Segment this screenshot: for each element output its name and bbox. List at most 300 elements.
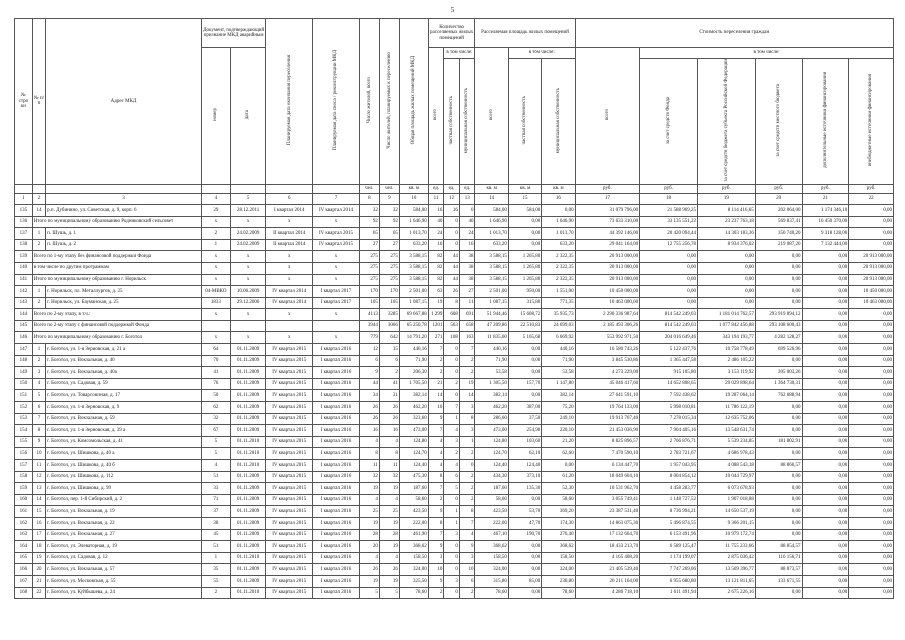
table-cell: IV квартал 2015 [266, 460, 313, 472]
table-cell: 8 736 994,21 [640, 506, 698, 518]
column-number-cell: 16 [542, 193, 575, 204]
table-cell: 4 [379, 436, 399, 448]
table-cell: 1 364 730,31 [755, 378, 802, 390]
table-cell: 1 [201, 552, 230, 564]
table-cell: 7 [444, 402, 460, 414]
table-cell: 5 [201, 436, 230, 448]
table-cell: 0,00 [849, 378, 894, 390]
table-cell: 1201 [428, 320, 444, 332]
table-cell: 0,00 [802, 309, 849, 321]
table-cell: 6 [32, 402, 45, 414]
table-cell: 4 [444, 460, 460, 472]
table-cell: 168 [15, 587, 33, 599]
table-cell: 82 [428, 251, 444, 263]
table-cell: 158,50 [399, 552, 428, 564]
table-cell: 0 [444, 228, 460, 240]
table-cell: 915 105,80 [640, 367, 698, 379]
table-cell: 187,60 [475, 483, 508, 495]
table-cell: 5 [359, 587, 379, 599]
unit-cell: чел. [359, 184, 379, 193]
table-cell: 324,00 [399, 564, 428, 576]
table-cell: x [201, 309, 230, 321]
table-cell: 33 135 551,22 [640, 216, 698, 228]
table-row [15, 344, 894, 356]
table-cell: 14 [32, 204, 45, 216]
table-cell: 88 873,57 [755, 564, 802, 576]
table-cell: 19 [379, 541, 399, 553]
table-cell: 29 029 898,64 [697, 378, 755, 390]
table-cell: 53,70 [508, 506, 541, 518]
table-cell: 0,00 [802, 332, 849, 344]
table-cell: 24.02.2009 [230, 239, 266, 251]
table-cell: x [266, 332, 313, 344]
table-cell: 2 [459, 367, 475, 379]
table-cell: I квартал 2016 [313, 413, 360, 425]
table-cell: IV квартал 2015 [266, 448, 313, 460]
table-cell: 0,00 [755, 425, 802, 437]
table-cell: 0,00 [508, 344, 541, 356]
header-area-total: всего [475, 48, 508, 185]
column-number-cell: 4 [201, 193, 230, 204]
table-cell: 44 [444, 274, 460, 286]
table-cell: 18 049 604,10 [575, 471, 640, 483]
table-cell: IV квартал 2015 [266, 506, 313, 518]
table-cell: 11 786 122,19 [697, 402, 755, 414]
table-cell: 47,70 [508, 517, 541, 529]
table-row [15, 204, 894, 216]
table-cell: 01.11.2009 [230, 355, 266, 367]
table-cell: 0,00 [849, 228, 894, 240]
row-number: 146 [15, 332, 33, 344]
table-cell: 67 [201, 425, 230, 437]
table-cell: x [230, 274, 266, 286]
table-cell: 0,00 [697, 297, 755, 309]
header-cost-needed: внебюджетные источники финансирования [849, 59, 894, 185]
table-cell: 1 [32, 344, 45, 356]
table-cell: 0,00 [508, 564, 541, 576]
summary-label: Всего по 2-му этапу с финансовой поддержкой Фонда [32, 320, 201, 332]
unit-cell [46, 184, 202, 193]
table-cell: 0,00 [755, 262, 802, 274]
table-cell: 143 [15, 297, 33, 309]
table-cell: 276,40 [542, 529, 575, 541]
column-number-cell: 9 [379, 193, 399, 204]
table-cell: 3 588,15 [475, 251, 508, 263]
table-cell: 0 [444, 587, 460, 599]
header-rooms-private: частная собственность [444, 59, 460, 185]
table-cell: п. Шушь, д. 1 [46, 228, 202, 240]
table-cell: 0,00 [508, 355, 541, 367]
table-cell: 40 [459, 216, 475, 228]
summary-label: Итого по муниципальному образованию г. Боготол [32, 332, 201, 344]
table-cell: 0,00 [755, 506, 802, 518]
table-cell: 162 [15, 517, 33, 529]
unit-cell: ед. [428, 184, 444, 193]
table-cell: 2 290 336 987,64 [575, 309, 640, 321]
table-cell: 3 588,15 [475, 274, 508, 286]
table-cell: IV квартал 2015 [266, 344, 313, 356]
table-cell [230, 320, 266, 332]
table-cell: 164 [15, 541, 33, 553]
table-cell: 58,60 [475, 494, 508, 506]
table-cell: 1 705,50 [399, 378, 428, 390]
table-cell: 0,00 [802, 541, 849, 553]
table-cell: 20 913 000,00 [575, 262, 640, 274]
table-cell: 11 [359, 460, 379, 472]
table-cell: 1 646,90 [399, 216, 428, 228]
table-cell: x [313, 309, 360, 321]
table-cell: 219 087,20 [755, 239, 802, 251]
table-cell: 1 265,80 [508, 251, 541, 263]
table-cell: 4 282 128,27 [755, 332, 802, 344]
table-cell: 154 [15, 425, 33, 437]
table-cell: 5 539 234,85 [697, 436, 755, 448]
column-number-cell: 2 [32, 193, 45, 204]
table-cell: 553 992 971,50 [575, 332, 640, 344]
table-cell: 44 392 146,00 [575, 228, 640, 240]
table-cell: 16 [379, 425, 399, 437]
table-cell: 0,00 [640, 274, 698, 286]
table-cell: г. Боготол, ул. 1-я Зерновская, д. 39 а [46, 425, 202, 437]
unit-cell: ед. [459, 184, 475, 193]
row-number: 145 [15, 320, 33, 332]
resettlement-table [14, 18, 894, 599]
table-cell: 16 [359, 425, 379, 437]
table-cell: 0,00 [508, 494, 541, 506]
table-cell: 1 365 447,58 [640, 355, 698, 367]
table-cell: 88 860,57 [755, 460, 802, 472]
table-cell: 814 542 249,03 [640, 320, 698, 332]
table-cell: 2 [428, 587, 444, 599]
table-cell: 26 [359, 564, 379, 576]
table-cell: 24 [428, 228, 444, 240]
table-cell: 76 [201, 378, 230, 390]
table-cell: I квартал 2016 [313, 494, 360, 506]
table-cell: I квартал 2016 [313, 529, 360, 541]
table-cell: 21 453 036,90 [575, 425, 640, 437]
table-cell: 3 [459, 402, 475, 414]
row-number: 136 [15, 216, 33, 228]
table-cell: 10 463 000,00 [575, 297, 640, 309]
table-cell: I квартал 2016 [313, 506, 360, 518]
table-cell: 0,00 [849, 448, 894, 460]
table-cell: 152 [15, 402, 33, 414]
table-cell: 3 [32, 367, 45, 379]
table-cell: 7 904 405,16 [640, 425, 698, 437]
table-cell: 40 [428, 216, 444, 228]
table-cell: 2 [32, 297, 45, 309]
table-cell: 440,16 [542, 344, 575, 356]
table-cell: 275 [379, 262, 399, 274]
table-cell: 01.11.2009 [230, 517, 266, 529]
table-cell: 0,00 [849, 517, 894, 529]
table-cell: 2 [379, 367, 399, 379]
table-row [15, 402, 894, 414]
table-cell: 15 [379, 344, 399, 356]
table-cell: 0,00 [849, 239, 894, 251]
table-cell: 21 [428, 378, 444, 390]
table-cell: IV квартал 2015 [266, 494, 313, 506]
header-cost-local: за счет средств местного бюджета [755, 59, 802, 185]
table-cell: 373,10 [508, 471, 541, 483]
header-cost-total: всего [575, 48, 640, 185]
table-cell: 15 608,72 [508, 309, 541, 321]
table-cell: 147 [15, 344, 33, 356]
summary-label: в том числе по другим программам [32, 262, 201, 274]
table-cell: 32 [379, 204, 399, 216]
table-cell: 8 114 416,65 [697, 204, 755, 216]
row-number: 141 [15, 274, 33, 286]
table-cell: IV квартал 2015 [266, 564, 313, 576]
table-cell: 25 [379, 506, 399, 518]
table-cell: 9 [428, 506, 444, 518]
table-cell: I квартал 2017 [313, 297, 360, 309]
table-cell: IV квартал 2014 [266, 286, 313, 298]
table-cell: 52,30 [542, 483, 575, 495]
table-cell: 6 [459, 575, 475, 587]
table-cell: 137 [15, 228, 33, 240]
table-cell: 584,00 [399, 204, 428, 216]
table-cell: 71,90 [542, 355, 575, 367]
table-cell: 8 [32, 425, 45, 437]
table-cell: 1 148 727,52 [640, 494, 698, 506]
table-cell: 12 755 256,78 [640, 239, 698, 251]
table-cell: 157 [15, 460, 33, 472]
summary-label: Всего по 1-му этапу без финансовой поддержки Фонда [32, 251, 201, 263]
table-cell: г. Боготол, ул. Вокзальная, д. 40а [46, 367, 202, 379]
table-cell: 271 [428, 332, 444, 344]
table-cell: 0,00 [802, 529, 849, 541]
table-cell: 473,00 [399, 425, 428, 437]
table-cell: 170 [379, 286, 399, 298]
table-cell: 2 [428, 494, 444, 506]
table-row [15, 564, 894, 576]
table-cell: 350 740,20 [755, 228, 802, 240]
table-cell: 387,00 [508, 402, 541, 414]
table-cell: 2 [32, 355, 45, 367]
table-cell: 37,50 [508, 413, 541, 425]
table-cell: 0,00 [755, 448, 802, 460]
table-cell: x [313, 262, 360, 274]
table-cell: 202 064,00 [755, 204, 802, 216]
table-cell: x [201, 332, 230, 344]
table-cell: 440,16 [399, 344, 428, 356]
table-cell: 159 [15, 483, 33, 495]
table-cell: п. Шушь, д. 2 [46, 239, 202, 251]
table-cell: 55 [201, 575, 230, 587]
table-cell: 462,20 [399, 402, 428, 414]
table-row [15, 297, 894, 309]
table-cell: 5 998 010,81 [640, 402, 698, 414]
table-cell: 9 [459, 541, 475, 553]
table-cell: 4 [379, 494, 399, 506]
table-cell: IV квартал 2015 [266, 390, 313, 402]
page-number: 5 [450, 6, 455, 14]
table-cell: 01.11.2009 [230, 378, 266, 390]
table-row [15, 239, 894, 251]
table-cell: 7 [459, 517, 475, 529]
header-cost-group: Стоимость переселения граждан [575, 19, 893, 48]
table-cell: 38 [459, 274, 475, 286]
table-cell: 0,00 [640, 251, 698, 263]
table-cell: 462,20 [475, 402, 508, 414]
table-cell: 1 [32, 228, 45, 240]
header-rooms-including: в том числе: [444, 48, 475, 59]
table-cell: 11 [379, 460, 399, 472]
table-cell: 163 [459, 332, 475, 344]
table-cell: 4 [359, 436, 379, 448]
table-cell: 1 147,80 [542, 378, 575, 390]
table-cell: 26 [379, 413, 399, 425]
table-cell: 0 [444, 494, 460, 506]
table-cell: 642 [379, 332, 399, 344]
header-residents-registered: Число жителей, планируемых к переселению [379, 19, 399, 185]
table-cell: 51 944,46 [475, 309, 508, 321]
table-cell: г. Боготол, ул. Вокзальная, д. 19 [46, 506, 202, 518]
table-row [15, 471, 894, 483]
table-cell: 0,00 [508, 587, 541, 599]
table-cell: 13 [32, 483, 45, 495]
table-cell: 222,00 [475, 517, 508, 529]
table-cell: 16 [428, 204, 444, 216]
table-cell: 0,00 [849, 344, 894, 356]
table-row [15, 228, 894, 240]
table-cell: 7 [428, 529, 444, 541]
table-cell: 0,00 [640, 262, 698, 274]
table-cell: 20 913 000,00 [849, 251, 894, 263]
table-cell: 6 955 680,80 [640, 575, 698, 587]
table-cell: 105 [379, 297, 399, 309]
table-cell: I квартал 2016 [313, 517, 360, 529]
table-cell: 315,80 [475, 575, 508, 587]
table-cell: 1 181 014 762,57 [697, 309, 755, 321]
table-cell: 633,20 [399, 239, 428, 251]
table-cell: I квартал 2016 [313, 471, 360, 483]
summary-row [15, 216, 894, 228]
table-cell: 4 273 229,00 [575, 367, 640, 379]
table-cell: 35 935,73 [542, 309, 575, 321]
table-cell: 434,30 [475, 471, 508, 483]
table-cell: 44 [444, 262, 460, 274]
table-cell: 124,40 [508, 460, 541, 472]
table-cell: IV квартал 2015 [266, 355, 313, 367]
table-cell: 01.11.2010 [230, 460, 266, 472]
table-cell: 0,00 [802, 575, 849, 587]
table-cell: 12 [359, 344, 379, 356]
table-cell: 569 837,41 [755, 216, 802, 228]
column-number-cell: 13 [459, 193, 475, 204]
table-cell: 1 174 346,10 [802, 204, 849, 216]
table-cell: 0 [444, 355, 460, 367]
table-cell: 92 [379, 216, 399, 228]
table-cell: 324,00 [542, 564, 575, 576]
header-no: № стро ки [15, 19, 33, 185]
table-cell: 138 [15, 239, 33, 251]
table-cell: 69 667,88 [399, 309, 428, 321]
table-cell: 16 580 743,26 [575, 344, 640, 356]
table-cell: 0,00 [849, 425, 894, 437]
table-cell: 4 [359, 552, 379, 564]
table-cell: 0,00 [802, 494, 849, 506]
table-cell: 58,60 [399, 494, 428, 506]
table-cell: 2 [444, 378, 460, 390]
table-cell: 2 322,35 [542, 251, 575, 263]
table-cell: 65 250,78 [399, 320, 428, 332]
table-cell: 2 322,35 [542, 262, 575, 274]
header-cost-including: в том числе: [640, 48, 894, 59]
table-cell: 12 635 752,06 [697, 413, 755, 425]
table-cell: 771,35 [542, 297, 575, 309]
table-cell: г. Боготол, ул. 1-я Зерновская, д. 9 [46, 402, 202, 414]
table-cell: 0 [444, 344, 460, 356]
table-cell: I квартал 2016 [313, 355, 360, 367]
table-cell: 0,00 [849, 483, 894, 495]
table-cell: 0,00 [802, 402, 849, 414]
table-cell: 3 588,15 [399, 262, 428, 274]
table-cell: 467,10 [475, 529, 508, 541]
table-cell: 7 470 590,10 [575, 448, 640, 460]
table-cell: 25 [359, 506, 379, 518]
table-cell: 1 907 018,88 [697, 494, 755, 506]
table-cell: 475,30 [399, 471, 428, 483]
table-cell: 85,00 [508, 575, 541, 587]
table-row [15, 436, 894, 448]
table-cell: 0 [444, 239, 460, 251]
table-cell: x [266, 262, 313, 274]
column-number-cell: 8 [359, 193, 379, 204]
table-cell: 2 185 493 306,26 [575, 320, 640, 332]
table-cell: I квартал 2016 [313, 436, 360, 448]
table-cell: 0,00 [849, 575, 894, 587]
table-cell: 19 [359, 483, 379, 495]
table-cell: 50 [201, 390, 230, 402]
table-cell: IV квартал 2015 [266, 436, 313, 448]
table-cell: IV квартал 2015 [266, 575, 313, 587]
table-cell: 0,00 [697, 274, 755, 286]
table-cell: 20 [32, 564, 45, 576]
table-cell: IV квартал 2015 [266, 402, 313, 414]
table-cell: 1 [444, 506, 460, 518]
table-cell: 0,00 [697, 286, 755, 298]
table-cell: 32 [379, 471, 399, 483]
table-cell: 0,00 [802, 587, 849, 599]
header-rooms-municipal: муниципальная собственность [459, 59, 475, 185]
table-cell: 27 641 591,10 [575, 390, 640, 402]
table-cell: 206,30 [399, 367, 428, 379]
table-cell: 1 013,70 [542, 228, 575, 240]
table-cell: 20 [359, 541, 379, 553]
table-cell: 70 [201, 355, 230, 367]
table-cell: 22 510,83 [508, 320, 541, 332]
table-cell: 220,10 [542, 425, 575, 437]
table-cell: 6 589 125,47 [640, 541, 698, 553]
table-cell: 9 [428, 541, 444, 553]
table-cell: 1 646,90 [542, 216, 575, 228]
table-cell: 0,00 [802, 471, 849, 483]
table-cell: 10 979 172,74 [697, 529, 755, 541]
table-cell: 65 [379, 228, 399, 240]
table-cell: 0,00 [802, 344, 849, 356]
table-cell: 10 531 962,70 [575, 483, 640, 495]
table-cell: 293 919 894,12 [755, 309, 802, 321]
table-cell: x [313, 274, 360, 286]
table-cell: IV квартал 2015 [266, 552, 313, 564]
table-cell: 2 322,35 [542, 274, 575, 286]
column-number-cell: 11 [428, 193, 444, 204]
table-cell: I квартал 2014 [266, 204, 313, 216]
table-cell: 1 077 842 456,88 [697, 320, 755, 332]
column-number-cell: 1 [15, 193, 33, 204]
